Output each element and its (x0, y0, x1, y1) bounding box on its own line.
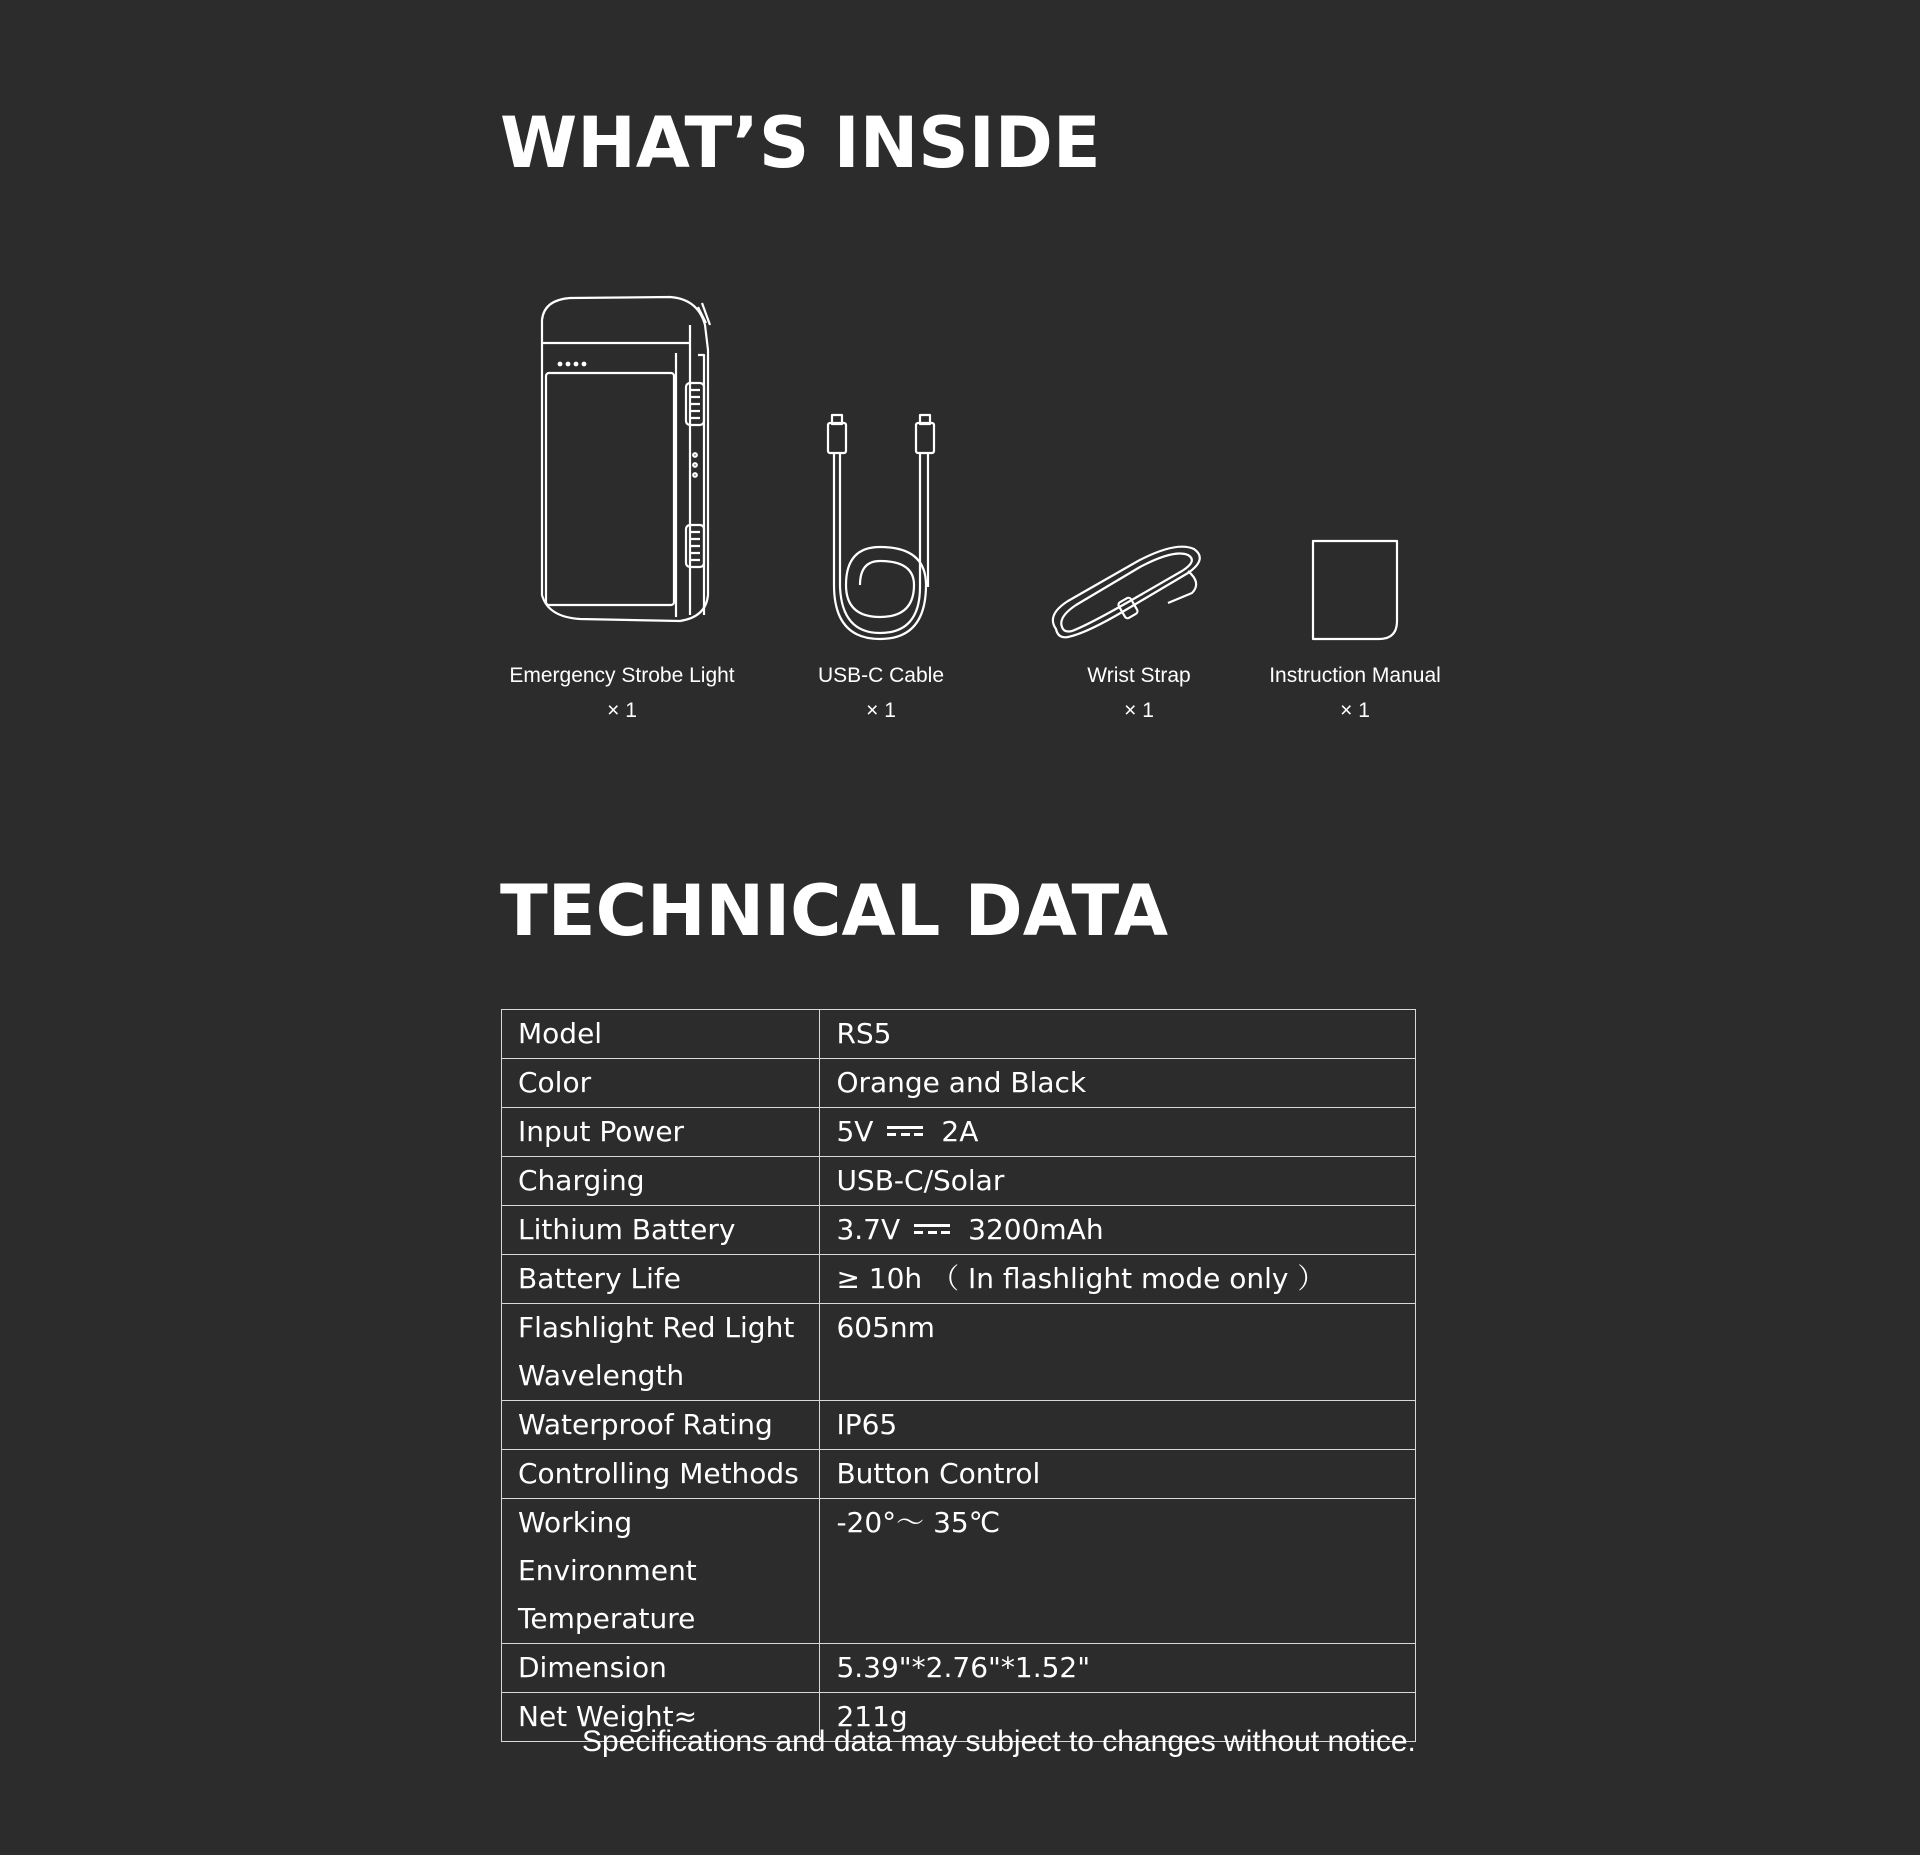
manual-icon (1311, 539, 1401, 643)
spec-value: RS5 (820, 1010, 1416, 1059)
item-qty: × 1 (607, 699, 637, 722)
spec-key: Input Power (502, 1108, 820, 1157)
footnote: Specifications and data may subject to changes without notice. (582, 1725, 1416, 1758)
item-label: USB-C Cable (817, 664, 945, 687)
spec-table (501, 1009, 1416, 1742)
spec-key: Lithium Battery (502, 1206, 820, 1255)
table-row (502, 1206, 1416, 1255)
spec-value: IP65 (820, 1401, 1416, 1450)
item-label: Wrist Strap (1087, 664, 1191, 687)
table-row (502, 1401, 1416, 1450)
spec-value: 605nm (820, 1304, 1416, 1401)
table-row (502, 1644, 1416, 1693)
spec-value: 5.39"*2.76"*1.52" (820, 1644, 1416, 1693)
spec-key: Flashlight Red Light Wavelength (502, 1304, 820, 1401)
table-row (502, 1157, 1416, 1206)
technical-data-heading: TECHNICAL DATA (500, 870, 1169, 952)
item-qty: × 1 (866, 699, 896, 722)
table-row (502, 1499, 1416, 1644)
spec-key: Working Environment Temperature (502, 1499, 820, 1644)
spec-key: Color (502, 1059, 820, 1108)
capacity-value: 3200mAh (968, 1213, 1104, 1246)
table-row (502, 1010, 1416, 1059)
item-label: Instruction Manual (1269, 664, 1441, 687)
dc-symbol-icon (914, 1222, 950, 1236)
spec-value (820, 1108, 1416, 1157)
strobe-light-icon (530, 295, 730, 635)
voltage-value: 5V (836, 1115, 874, 1148)
spec-key: Net Weight≈ (502, 1693, 820, 1742)
table-row (502, 1255, 1416, 1304)
spec-key: Controlling Methods (502, 1450, 820, 1499)
wrist-strap-icon (1048, 543, 1208, 643)
whats-inside-heading: WHAT’S INSIDE (500, 102, 1101, 184)
spec-value: 211g (820, 1693, 1416, 1742)
dc-symbol-icon (887, 1124, 923, 1138)
current-value: 2A (941, 1115, 979, 1148)
spec-key: Dimension (502, 1644, 820, 1693)
table-row (502, 1450, 1416, 1499)
spec-key: Waterproof Rating (502, 1401, 820, 1450)
spec-key: Charging (502, 1157, 820, 1206)
table-row (502, 1304, 1416, 1401)
spec-value: Button Control (820, 1450, 1416, 1499)
spec-value: USB-C/Solar (820, 1157, 1416, 1206)
item-qty: × 1 (1340, 699, 1370, 722)
spec-value (820, 1206, 1416, 1255)
usb-c-cable-icon (820, 415, 940, 645)
spec-value: -20°～ 35℃ (820, 1499, 1416, 1644)
spec-key: Battery Life (502, 1255, 820, 1304)
item-qty: × 1 (1124, 699, 1154, 722)
table-row (502, 1059, 1416, 1108)
spec-key: Model (502, 1010, 820, 1059)
voltage-value: 3.7V (836, 1213, 901, 1246)
item-label: Emergency Strobe Light (509, 664, 735, 687)
spec-value: ≥ 10h （ In flashlight mode only ） (820, 1255, 1416, 1304)
table-row (502, 1108, 1416, 1157)
spec-value: Orange and Black (820, 1059, 1416, 1108)
